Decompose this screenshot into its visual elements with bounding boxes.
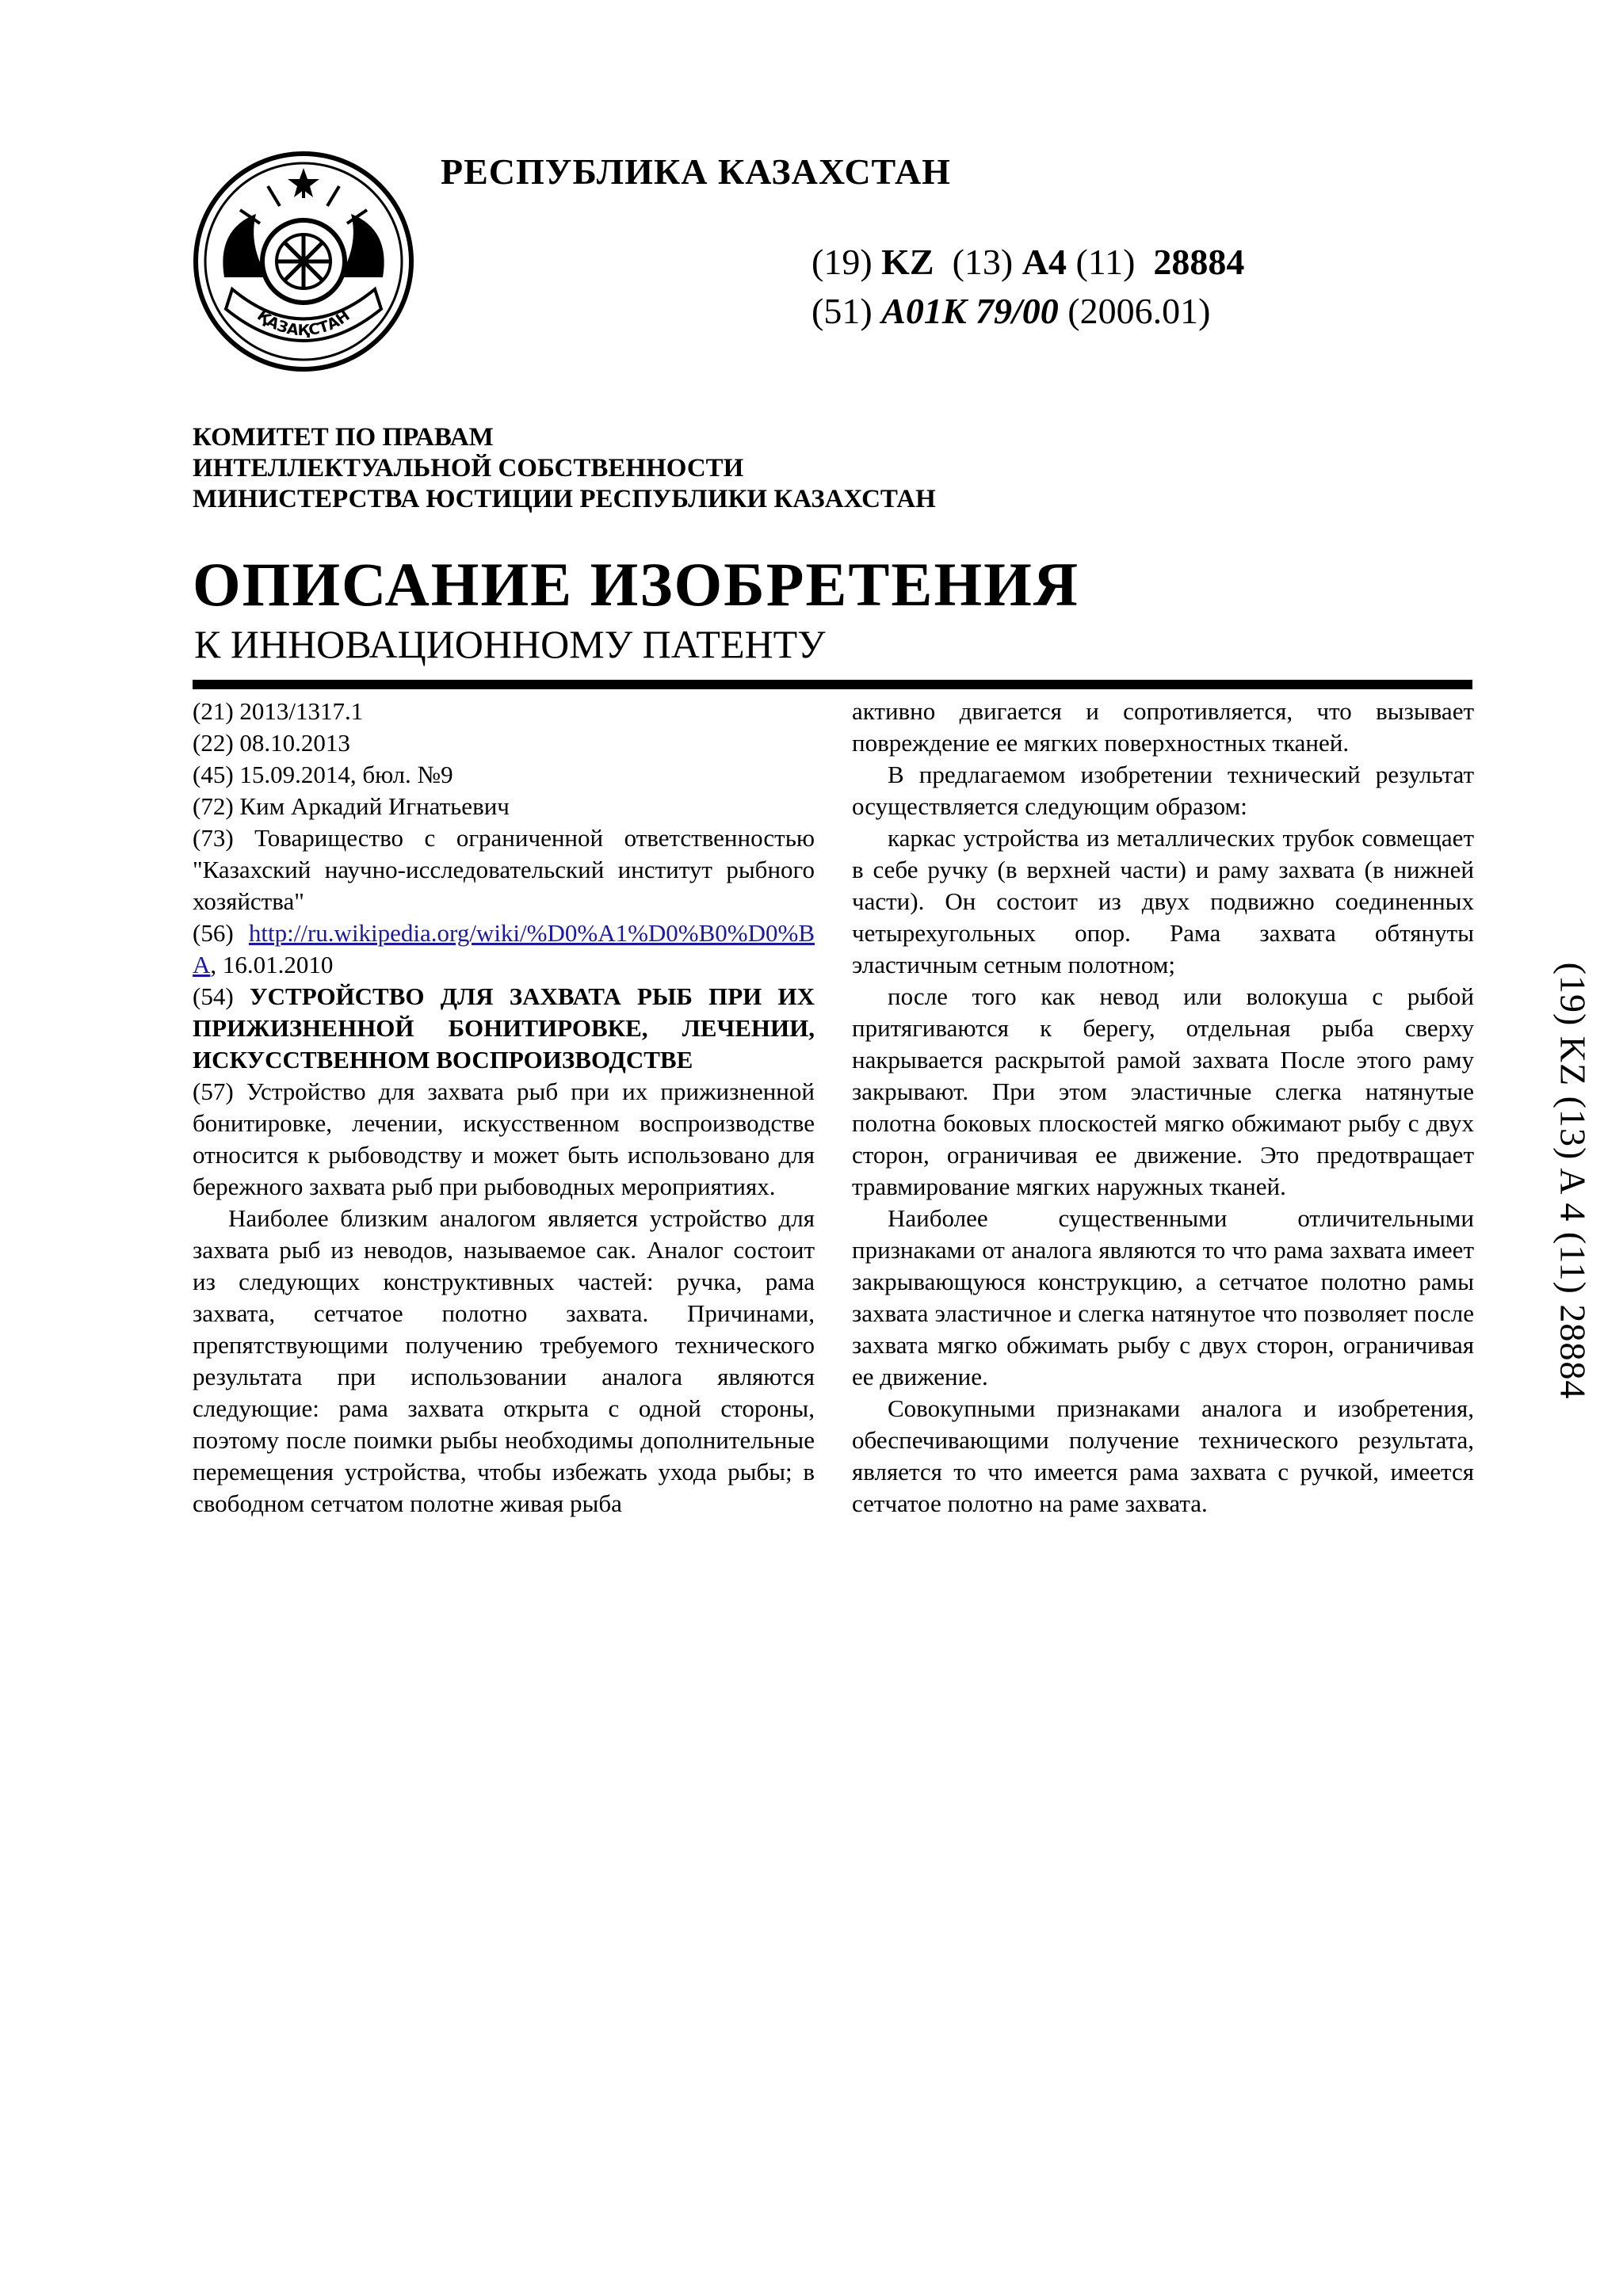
code-11: (11) (1075, 242, 1136, 282)
code-line-2 (812, 287, 1244, 336)
paragraph: Наиболее существенными отличительными признаками от аналога являются то что рама захвата имеет закрывающуюся конструкцию, а сетчатое полотно рамы захвата эластичное и слегка натянутое что позволяет после захвата мягко обжимать рыбу с двух сторон, ограничивая ее движение. (852, 1204, 1474, 1390)
field-54 (193, 981, 815, 1076)
right-column (852, 696, 1474, 1520)
side-code-text: (19) KZ (13) A 4 (11) 28884 (1552, 962, 1594, 1399)
committee-block (193, 422, 936, 515)
committee-line: КОМИТЕТ ПО ПРАВАМ (193, 423, 494, 452)
paragraph: активно двигается и сопротивляется, что вызывает повреждение ее мягких поверхностных тканей. (852, 697, 1474, 757)
side-patent-code (1549, 935, 1597, 1426)
patent-number: 28884 (1153, 242, 1245, 282)
field-45: (45) 15.09.2014, бюл. №9 (193, 761, 453, 788)
code-13: (13) (952, 242, 1014, 282)
paragraph: каркас устройства из металлических трубок совмещает в себе ручку (в верхней части) и раму захвата (в нижней части). Он состоит из двух подвижно соединенных четырехугольных опор. Рама захвата обтянуты эластичным сетным полотном; (852, 824, 1474, 978)
committee-line: МИНИСТЕРСТВА ЮСТИЦИИ РЕСПУБЛИКИ КАЗАХСТАН (193, 485, 936, 513)
field-56 (193, 917, 815, 981)
field-21: (21) 2013/1317.1 (193, 697, 364, 725)
paragraph: после того как невод или волокуша с рыбой притягиваются к берегу, отдельная рыба сверху накрывается раскрытой рамой захвата После этого раму закрывают. При этом эластичные слегка натянутые полотна боковых плоскостей мягко обжимают рыбу с двух сторон, ограничивая ее движение. Это предотвращает травмирование мягких наружных тканей. (852, 982, 1474, 1200)
paragraph: Наиболее близким аналогом является устройство для захвата рыб из неводов, называемое сак. Аналог состоит из следующих конструктивных частей: ручка, рама захвата, сетчатое полотно захвата. Причинами, препятствующими получению требуемого технического результата при использовании аналога являются следующие: рама захвата открыта с одной стороны, поэтому после поимки рыбы необходимы дополнительные перемещения устройства, чтобы избежать ухода рыбы; в свободном сетчатом полотне живая рыба (193, 1204, 815, 1517)
field-73: (73) Товарищество с ограниченной ответственностью "Казахский научно-исследовательский институт рыбного хозяйства" (193, 824, 815, 915)
paragraph: В предлагаемом изобретении технический результат осуществляется следующим образом: (852, 761, 1474, 820)
invention-title: УСТРОЙСТВО ДЛЯ ЗАХВАТА РЫБ ПРИ ИХ ПРИЖИЗНЕННОЙ БОНИТИРОВКЕ, ЛЕЧЕНИИ, ИСКУССТВЕННОМ ВОСПРОИЗВОДСТВЕ (193, 982, 815, 1074)
code-line-1 (812, 238, 1244, 287)
field-22: (22) 08.10.2013 (193, 729, 350, 757)
field-54-label: (54) (193, 982, 250, 1010)
state-emblem-icon (193, 151, 414, 372)
field-57: (57) Устройство для захвата рыб при их прижизненной бонитировке, лечении, искусственном воспроизводстве относится к рыбоводству и может быть использовано для бережного захвата рыб при рыбоводных мероприятиях. (193, 1077, 815, 1200)
code-19: (19) (812, 242, 873, 282)
patent-codes (812, 238, 1244, 336)
header-divider (193, 680, 1472, 689)
ipc-class: A01K 79/00 (881, 291, 1059, 331)
code-51: (51) (812, 291, 873, 331)
kind-code: A4 (1022, 242, 1067, 282)
paragraph: Совокупными признаками аналога и изобретения, обеспечивающими получение технического результата, является то что имеется рама захвата с ручкой, имеется сетчатое полотно на раме захвата. (852, 1394, 1474, 1517)
document-subtitle: К ИННОВАЦИОННОМУ ПАТЕНТУ (194, 622, 826, 666)
reference-link[interactable]: http://ru.wikipedia.org/wiki/%D0%A1%D0%B0%D0%BA (193, 919, 815, 978)
reference-date: , 16.01.2010 (210, 951, 334, 978)
country-code: KZ (881, 242, 934, 282)
field-72: (72) Ким Аркадий Игнатьевич (193, 792, 510, 820)
emblem-banner-text: ҚАЗАҚСТАН (254, 307, 353, 340)
committee-line: ИНТЕЛЛЕКТУАЛЬНОЙ СОБСТВЕННОСТИ (193, 454, 744, 482)
country-name: РЕСПУБЛИКА КАЗАХСТАН (441, 151, 951, 192)
ipc-date: (2006.01) (1067, 291, 1211, 331)
document-title: ОПИСАНИЕ ИЗОБРЕТЕНИЯ (193, 550, 1080, 619)
field-56-label: (56) (193, 919, 249, 947)
left-column (193, 696, 815, 1520)
